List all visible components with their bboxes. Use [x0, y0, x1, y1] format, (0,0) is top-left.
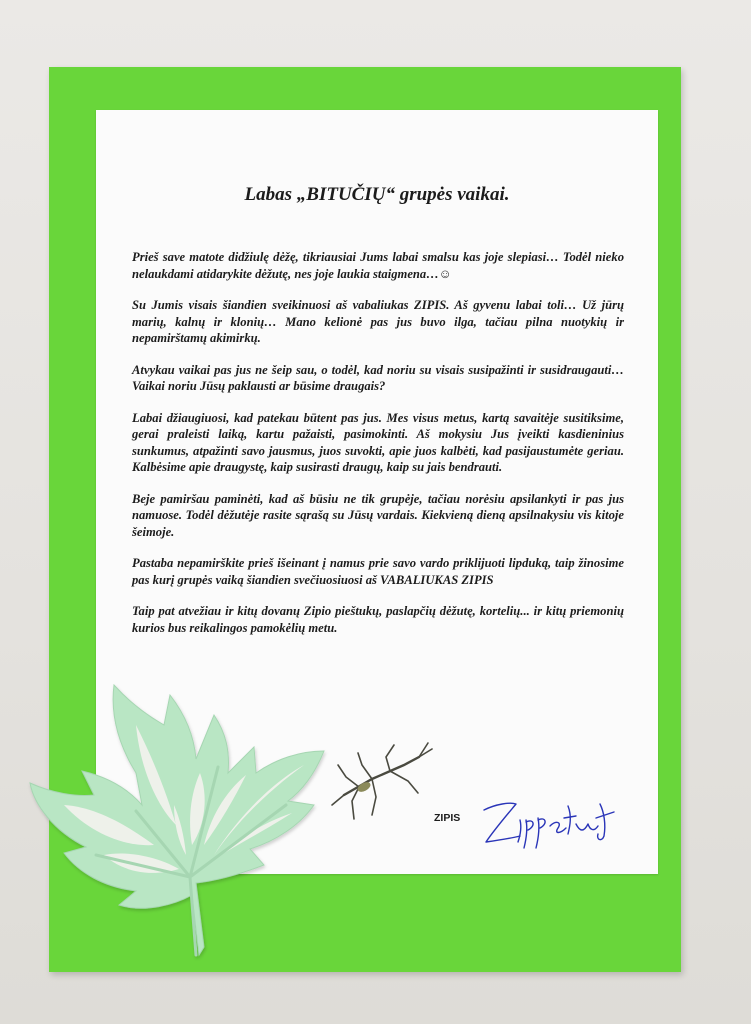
letter-title: Labas „BITUČIŲ“ grupės vaikai.: [244, 184, 510, 205]
letter-body: [132, 249, 624, 651]
signature-name: ZIPIS: [434, 812, 461, 824]
paragraph: Pastaba nepamirškite prieš išeinant į namus prie savo vardo priklijuoti lipduką, taip žinosime pas kurį grupės vaiką šiandien svečiuosiuosi aš VABALIUKAS ZIPIS: [132, 556, 624, 587]
paragraph: Su Jumis visais šiandien sveikinuosi aš vabaliukas ZIPIS. Aš gyvenu labai toli… Už jūrų marių, kalnų ir klonių… Mano kelionė pas jus buvo ilga, tačiau pilna nuotykių ir nepamirštamų akimirkų.: [132, 298, 624, 345]
paragraph: Prieš save matote didžiulę dėžę, tikriausiai Jums labai smalsu kas joje slepiasi… Todėl nieko nelaukdami atidarykite dėžutę, nes joje laukia staigmena…☺: [132, 250, 624, 281]
signature-icon: [476, 790, 626, 850]
paragraph: Labai džiaugiuosi, kad patekau būtent pas jus. Mes visus metus, kartą savaitėje susitiksime, gerai praleisti laiką, kartu pažaisti, pasimokinti. Aš mokysiu Jus įveikti kasdieninius sunkumus, atpažinti savo jausmus, juos suvokti, apie juos kalbėti, kad pasijaustumėte geriau. Kalbėsime apie draugystę, kaip susirasti draugų, kaip su jais bendrauti.: [132, 410, 624, 474]
paragraph: Atvykau vaikai pas jus ne šeip sau, o todėl, kad noriu su visais susipažinti ir susidraugauti… Vaikai noriu Jūsų paklausti ar būsime draugais?: [132, 362, 624, 393]
paper-leaf-icon: [24, 655, 354, 980]
paragraph: Beje pamiršau paminėti, kad aš būsiu ne tik grupėje, tačiau norėsiu apsilankyti ir pas jus namuose. Todėl dėžutėje rasite sąrašą su Jūsų vardais. Kiekvieną dieną apsilnakysiu vis kitoje šeimoje.: [132, 491, 624, 539]
paragraph: Taip pat atvežiau ir kitų dovanų Zipio pieštukų, paslapčių dėžutę, kortelių... ir kitų priemonių kurios bus reikalingos pamokėlių metu.: [132, 604, 624, 635]
